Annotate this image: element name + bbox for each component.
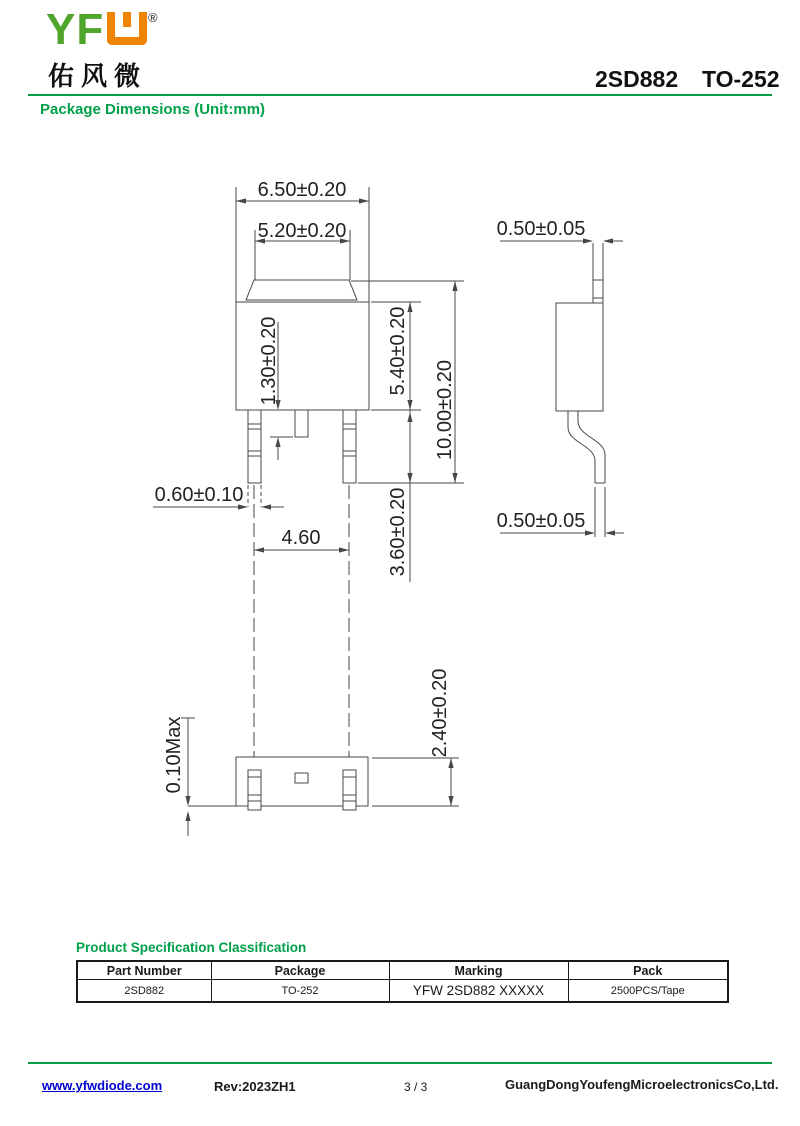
header-rule bbox=[28, 94, 772, 96]
col-header-pack: Pack bbox=[568, 961, 728, 980]
dim-center-lead-length: 1.30±0.20 bbox=[258, 316, 280, 406]
logo-letter-w-shape bbox=[107, 12, 147, 45]
dim-lead-thickness-bottom: 0.50±0.05 bbox=[496, 510, 586, 532]
spec-table-header-row bbox=[77, 961, 728, 980]
dim-body-thickness: 2.40±0.20 bbox=[429, 668, 451, 758]
page-number: 3 / 3 bbox=[404, 1080, 428, 1094]
dim-standoff-max: 0.10Max bbox=[163, 716, 185, 794]
registered-trademark-icon: ® bbox=[148, 10, 158, 25]
company-name: GuangDongYoufengMicroelectronicsCo,Ltd. bbox=[505, 1077, 779, 1092]
dim-overall-length: 10.00±0.20 bbox=[434, 360, 456, 460]
logo bbox=[46, 5, 147, 54]
package-dimensions-title: Package Dimensions (Unit:mm) bbox=[40, 101, 266, 118]
dim-tab-width: 5.20±0.20 bbox=[257, 220, 347, 242]
spec-section-title: Product Specification Classification bbox=[76, 940, 307, 955]
front-view bbox=[153, 187, 464, 768]
dim-body-width: 6.50±0.20 bbox=[257, 179, 347, 201]
spec-table-data-row bbox=[77, 980, 728, 1003]
header-part-number: 2SD882 bbox=[595, 66, 679, 92]
cell-package: TO-252 bbox=[211, 980, 389, 1003]
revision-label: Rev:2023ZH1 bbox=[214, 1079, 296, 1094]
package-drawing bbox=[0, 130, 800, 900]
side-view bbox=[500, 238, 624, 537]
logo-letters-yf: YF bbox=[46, 5, 105, 54]
logo-chinese-name: 佑风微 bbox=[48, 61, 148, 91]
dim-body-height: 5.40±0.20 bbox=[387, 306, 409, 396]
col-header-part-number: Part Number bbox=[77, 961, 211, 980]
dimension-labels bbox=[155, 179, 586, 793]
header-package-code: TO-252 bbox=[702, 66, 780, 92]
cell-marking: YFW 2SD882 XXXXX bbox=[389, 980, 568, 1003]
website-link[interactable]: www.yfwdiode.com bbox=[42, 1078, 163, 1093]
footer-rule bbox=[28, 1062, 772, 1064]
col-header-package: Package bbox=[211, 961, 389, 980]
cell-part-number: 2SD882 bbox=[77, 980, 211, 1003]
dim-lead-thickness-top: 0.50±0.05 bbox=[496, 218, 586, 240]
spec-table bbox=[76, 960, 729, 1003]
bottom-view bbox=[181, 718, 459, 836]
dim-lead-length: 3.60±0.20 bbox=[387, 487, 409, 577]
dim-lead-span: 4.60 bbox=[281, 527, 321, 549]
col-header-marking: Marking bbox=[389, 961, 568, 980]
dim-lead-width: 0.60±0.10 bbox=[154, 484, 244, 506]
cell-pack: 2500PCS/Tape bbox=[568, 980, 728, 1003]
